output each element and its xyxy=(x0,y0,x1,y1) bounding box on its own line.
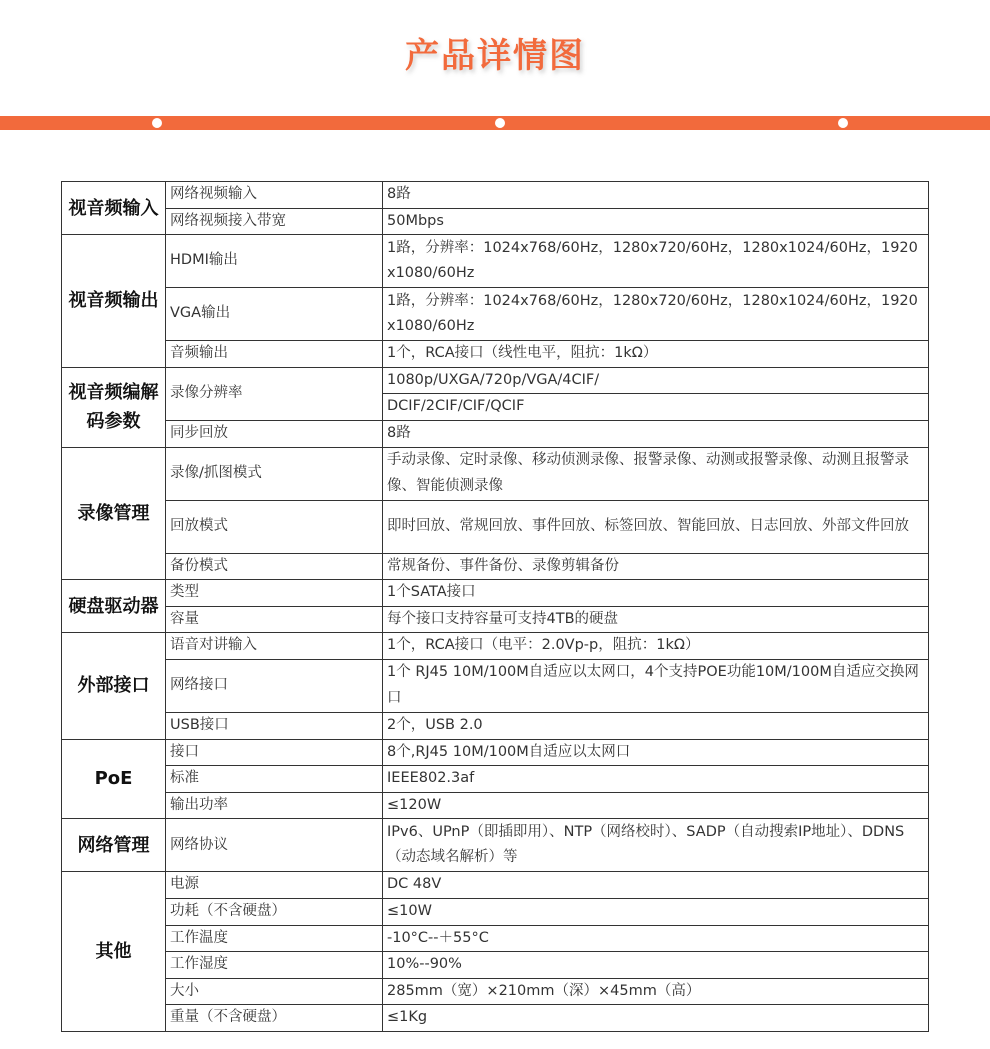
spec-name: 语音对讲输入 xyxy=(166,633,383,660)
spec-name: 网络视频接入带宽 xyxy=(166,208,383,235)
category-cell: 其他 xyxy=(62,872,166,1032)
spec-value: IPv6、UPnP（即插即用）、NTP（网络校时）、SADP（自动搜索IP地址）、DDNS（动态域名解析）等 xyxy=(383,819,929,872)
table-row xyxy=(62,553,929,580)
table-row xyxy=(62,633,929,660)
spec-value: 即时回放、常规回放、事件回放、标签回放、智能回放、日志回放、外部文件回放 xyxy=(383,500,929,553)
table-row xyxy=(62,447,929,500)
spec-name: 工作湿度 xyxy=(166,952,383,979)
spec-value: ≤10W xyxy=(383,898,929,925)
spec-name: VGA输出 xyxy=(166,288,383,341)
table-row xyxy=(62,235,929,288)
table-row xyxy=(62,819,929,872)
spec-value: IEEE802.3af xyxy=(383,766,929,793)
table-row xyxy=(62,952,929,979)
spec-value: 1路，分辨率：1024x768/60Hz，1280x720/60Hz，1280x1024/60Hz，1920x1080/60Hz xyxy=(383,235,929,288)
spec-name: USB接口 xyxy=(166,712,383,739)
table-row xyxy=(62,208,929,235)
spec-name: 标准 xyxy=(166,766,383,793)
table-row xyxy=(62,925,929,952)
table-row xyxy=(62,1005,929,1032)
spec-name: 接口 xyxy=(166,739,383,766)
table-row xyxy=(62,792,929,819)
category-cell: 视音频输出 xyxy=(62,235,166,368)
spec-value: 50Mbps xyxy=(383,208,929,235)
table-row xyxy=(62,872,929,899)
table-row xyxy=(62,367,929,394)
table-row xyxy=(62,341,929,368)
spec-value: 1080p/UXGA/720p/VGA/4CIF/ xyxy=(383,367,929,394)
spec-value: 8个,RJ45 10M/100M自适应以太网口 xyxy=(383,739,929,766)
spec-value: ≤120W xyxy=(383,792,929,819)
spec-value: 1个，RCA接口（电平：2.0Vp-p，阻抗：1kΩ） xyxy=(383,633,929,660)
category-cell: 录像管理 xyxy=(62,447,166,580)
spec-name: 工作温度 xyxy=(166,925,383,952)
spec-name: 电源 xyxy=(166,872,383,899)
table-row xyxy=(62,288,929,341)
spec-value: 手动录像、定时录像、移动侦测录像、报警录像、动测或报警录像、动测且报警录像、智能侦测录像 xyxy=(383,447,929,500)
spec-name: 音频输出 xyxy=(166,341,383,368)
spec-value: 2个，USB 2.0 xyxy=(383,712,929,739)
spec-name: 大小 xyxy=(166,978,383,1005)
divider-dot xyxy=(838,118,848,128)
table-row xyxy=(62,580,929,607)
spec-name: 网络接口 xyxy=(166,659,383,712)
table-row xyxy=(62,978,929,1005)
divider-dot xyxy=(152,118,162,128)
spec-value: 10%--90% xyxy=(383,952,929,979)
spec-name: 容量 xyxy=(166,606,383,633)
spec-value: 1个 RJ45 10M/100M自适应以太网口，4个支持POE功能10M/100M自适应交换网口 xyxy=(383,659,929,712)
table-row xyxy=(62,606,929,633)
table-row xyxy=(62,500,929,553)
category-cell: 网络管理 xyxy=(62,819,166,872)
spec-name: HDMI输出 xyxy=(166,235,383,288)
spec-name: 功耗（不含硬盘） xyxy=(166,898,383,925)
table-row xyxy=(62,182,929,209)
spec-value: 8路 xyxy=(383,420,929,447)
spec-value: 285mm（宽）×210mm（深）×45mm（高） xyxy=(383,978,929,1005)
table-row xyxy=(62,766,929,793)
spec-value: -10°C--＋55°C xyxy=(383,925,929,952)
spec-value: 常规备份、事件备份、录像剪辑备份 xyxy=(383,553,929,580)
spec-name: 录像分辨率 xyxy=(166,367,383,420)
spec-name: 回放模式 xyxy=(166,500,383,553)
page-title: 产品详情图 xyxy=(405,36,585,76)
table-row xyxy=(62,898,929,925)
spec-name: 网络视频输入 xyxy=(166,182,383,209)
table-row xyxy=(62,659,929,712)
spec-name: 网络协议 xyxy=(166,819,383,872)
spec-value: DCIF/2CIF/CIF/QCIF xyxy=(383,394,929,421)
spec-value: 1个，RCA接口（线性电平，阻抗：1kΩ） xyxy=(383,341,929,368)
category-cell: PoE xyxy=(62,739,166,819)
divider-dot xyxy=(495,118,505,128)
spec-table xyxy=(61,181,929,1032)
spec-value: 1个SATA接口 xyxy=(383,580,929,607)
spec-name: 备份模式 xyxy=(166,553,383,580)
table-row xyxy=(62,712,929,739)
spec-value: DC 48V xyxy=(383,872,929,899)
category-cell: 外部接口 xyxy=(62,633,166,739)
spec-name: 类型 xyxy=(166,580,383,607)
table-row xyxy=(62,739,929,766)
spec-name: 同步回放 xyxy=(166,420,383,447)
category-cell: 硬盘驱动器 xyxy=(62,580,166,633)
spec-value: 每个接口支持容量可支持4TB的硬盘 xyxy=(383,606,929,633)
table-row xyxy=(62,420,929,447)
spec-value: 1路，分辨率：1024x768/60Hz，1280x720/60Hz，1280x1024/60Hz，1920x1080/60Hz xyxy=(383,288,929,341)
spec-value: ≤1Kg xyxy=(383,1005,929,1032)
spec-name: 输出功率 xyxy=(166,792,383,819)
spec-value: 8路 xyxy=(383,182,929,209)
spec-name: 录像/抓图模式 xyxy=(166,447,383,500)
category-cell: 视音频编解码参数 xyxy=(62,367,166,447)
category-cell: 视音频输入 xyxy=(62,182,166,235)
spec-name: 重量（不含硬盘） xyxy=(166,1005,383,1032)
